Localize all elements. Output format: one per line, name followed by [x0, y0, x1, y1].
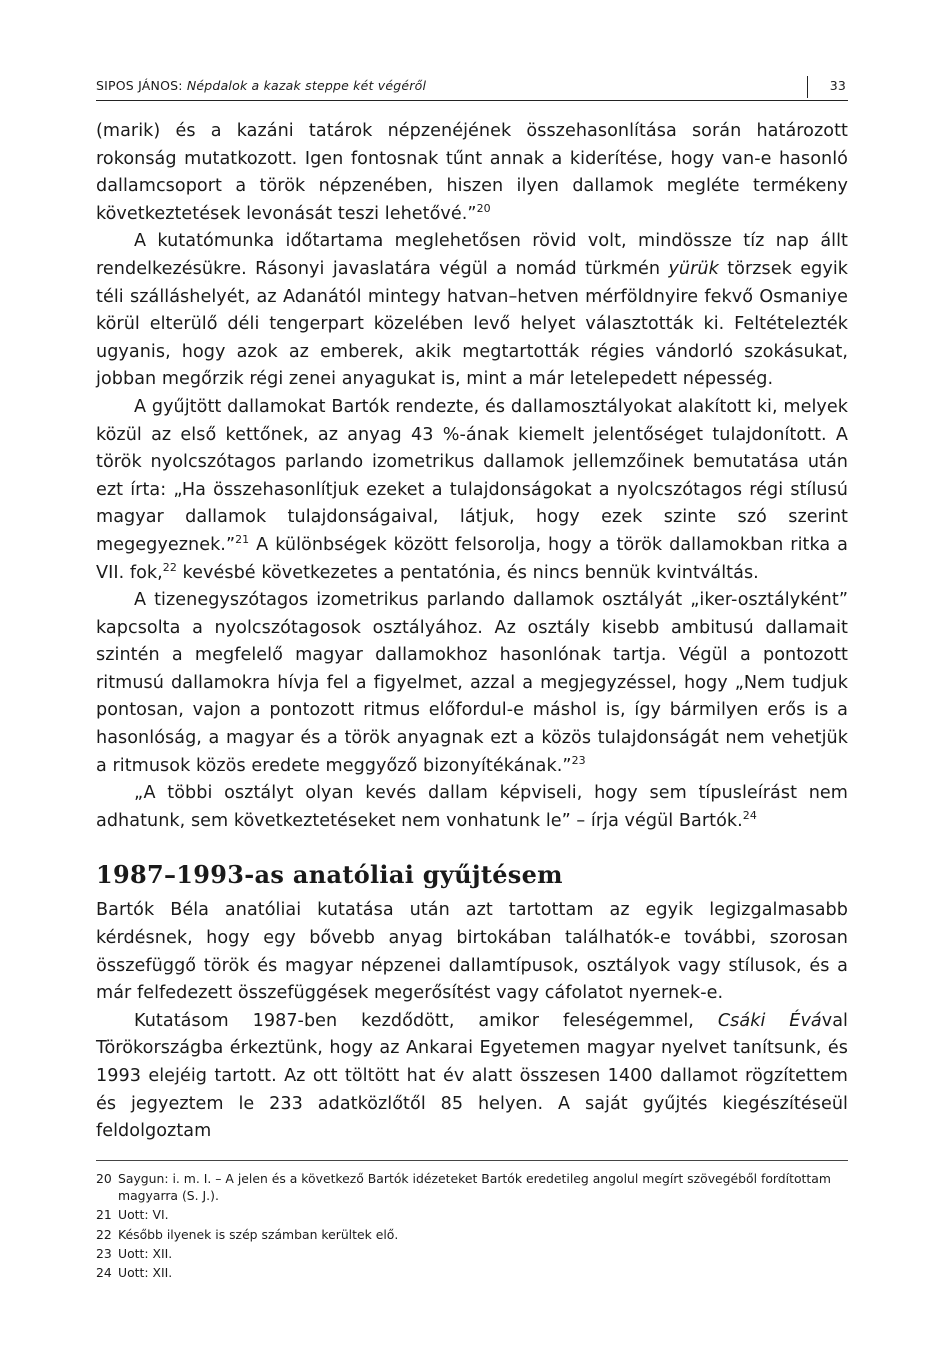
paragraph: [96, 897, 848, 1007]
footnote-text: Saygun: i. m. I. – A jelen és a következő Bartók idézeteket Bartók eredetileg angolul megírt szövegéből fordítottam magyarra (S. J.).: [118, 1171, 831, 1204]
footnote: [96, 1245, 848, 1262]
footnote-ref: 23: [571, 753, 586, 767]
footnote: [96, 1226, 848, 1243]
footnote-number: 21: [96, 1207, 112, 1223]
italic-text: Csáki Évá: [717, 1010, 822, 1031]
italic-text: yürük: [668, 258, 719, 279]
text-run: (marik) és a kazáni tatárok népzenéjének összehasonlítása során határozott rokonság mutatkozott. Igen fontosnak tűnt annak a kiderítése, hogy van-e hasonló dallamcsoport a török népzenében, hiszen ilyen dallamok megléte termékeny következtetések levonását teszi lehetővé.”: [96, 121, 848, 224]
footnote-text: Uott: VI.: [118, 1207, 169, 1223]
footnote-ref: 24: [742, 808, 757, 822]
text-run: A tizenegyszótagos izometrikus parlando dallamok osztályát „iker-osztályként” kapcsolta a nyolcszótagosok osztályához. Az osztály kisebb ambitusú dallamait szintén a megfelelő magyar dallamokhoz hasonlónak tartja. Végül a pontozott ritmusú dallamokra hívja fel a figyelmet, azzal a megjegyzéssel, hogy „Nem tudjuk pontosan, vajon a pontozott ritmus előfordul-e máshol is, így bármilyen erős is a hasonlóság, a magyar és a török anyagnak ezt a közös tulajdonságát nem vehetjük a ritmusok közös eredete meggyőző bizonyítékának.”: [96, 590, 848, 776]
footnote-text: Uott: XII.: [118, 1245, 173, 1261]
footnote-number: 23: [96, 1245, 112, 1261]
paragraph: [96, 228, 848, 394]
header-author: SIPOS JÁNOS:: [96, 78, 183, 93]
header-title: [96, 78, 426, 93]
main-text: [96, 118, 848, 1146]
text-run: Kutatásom 1987-ben kezdődött, amikor feleségemmel,: [134, 1010, 718, 1031]
text-run: kevésbé következetes a pentatónia, és nincs bennük kvintváltás.: [176, 562, 759, 583]
header-divider: [807, 76, 808, 98]
footnote-number: 24: [96, 1265, 112, 1281]
footnote-ref: 22: [162, 560, 177, 574]
paragraph: [96, 118, 848, 228]
footnote-ref: 21: [235, 532, 250, 546]
paragraph: [96, 1008, 848, 1146]
text-run: A kutatómunka időtartama meglehetősen rövid volt, mindössze tíz nap állt rendelkezésükre. Rásonyi javaslatára végül a nomád türkmén: [96, 231, 848, 279]
text-run: val Törökországba érkeztünk, hogy az Ankarai Egyetemen magyar nyelvet tanítsunk, és 1993 elejéig tartott. Az ott töltött hat év alatt összesen 1400 dallamot rögzítettem és jegyeztem le 233 adatközlőtől 85 helyen. A saját gyűjtés kiegészítéseül feldolgoztam: [96, 1010, 848, 1142]
footnote: [96, 1206, 848, 1223]
footnote-text: Uott: XII.: [118, 1265, 173, 1281]
paragraph: [96, 587, 848, 780]
running-header: [96, 74, 848, 101]
text-run: A különbségek között felsorolja, hogy a török dallamokban ritka a VII. fok,: [96, 534, 848, 583]
text-run: Bartók Béla anatóliai kutatása után azt tartottam az egyik legizgalmasabb kérdésnek, hogy egy bővebb anyag birtokában találhatók-e további, szorosan összefüggő török és magyar népzenei dallamtípusok, osztályok vagy stílusok, és a már felfedezett összefüggések megerősítést vagy cáfolatot nyernek-e.: [96, 900, 848, 1004]
paragraph: [96, 394, 848, 587]
footnote: [96, 1170, 848, 1204]
section-heading: 1987–1993-as anatóliai gyűjtésem: [96, 860, 563, 890]
header-article-title: Népdalok a kazak steppe két végéről: [186, 78, 427, 93]
footnote-divider: [96, 1160, 848, 1161]
footnote-number: 20: [96, 1171, 112, 1186]
footnote: [96, 1264, 848, 1281]
footnote-number: 22: [96, 1226, 112, 1242]
page-number: 33: [829, 78, 846, 93]
footnote-ref: 20: [476, 201, 491, 215]
footnotes: [96, 1170, 848, 1283]
text-run: A gyűjtött dallamokat Bartók rendezte, és dallamosztályokat alakított ki, melyek közül az első kettőnek, az anyag 43 %-ának kiemelt jelentőséget tulajdonított. A török nyolcszótagos parlando izometrikus dallamok jellemzőinek bemutatása után ezt írta: „Ha összehasonlítjuk ezeket a tulajdonságokat a nyolcszótagos régi stílusú magyar dallamok tulajdonságaival, látjuk, hogy ezek szinte szó szerint megegyeznek.”: [96, 396, 848, 555]
paragraph: [96, 780, 848, 835]
text-run: „A többi osztályt olyan kevés dallam képviseli, hogy sem típusleírást nem adhatunk, sem következtetéseket nem vonhatunk le” – írja végül Bartók.: [96, 783, 848, 831]
text-run: törzsek egyik téli szálláshelyét, az Adanától mintegy hatvan–hetven mérföldnyire fekvő Osmaniye körül elterülő déli tengerpart közelében levő helyet választották ki. Feltételezték ugyanis, hogy azok az emberek, akik megtartották régies vándorló szokásukat, jobban megőrzik régi zenei anyagukat is, mint a már letelepedett népesség.: [96, 258, 848, 390]
footnote-text: Később ilyenek is szép számban kerültek elő.: [118, 1226, 399, 1242]
